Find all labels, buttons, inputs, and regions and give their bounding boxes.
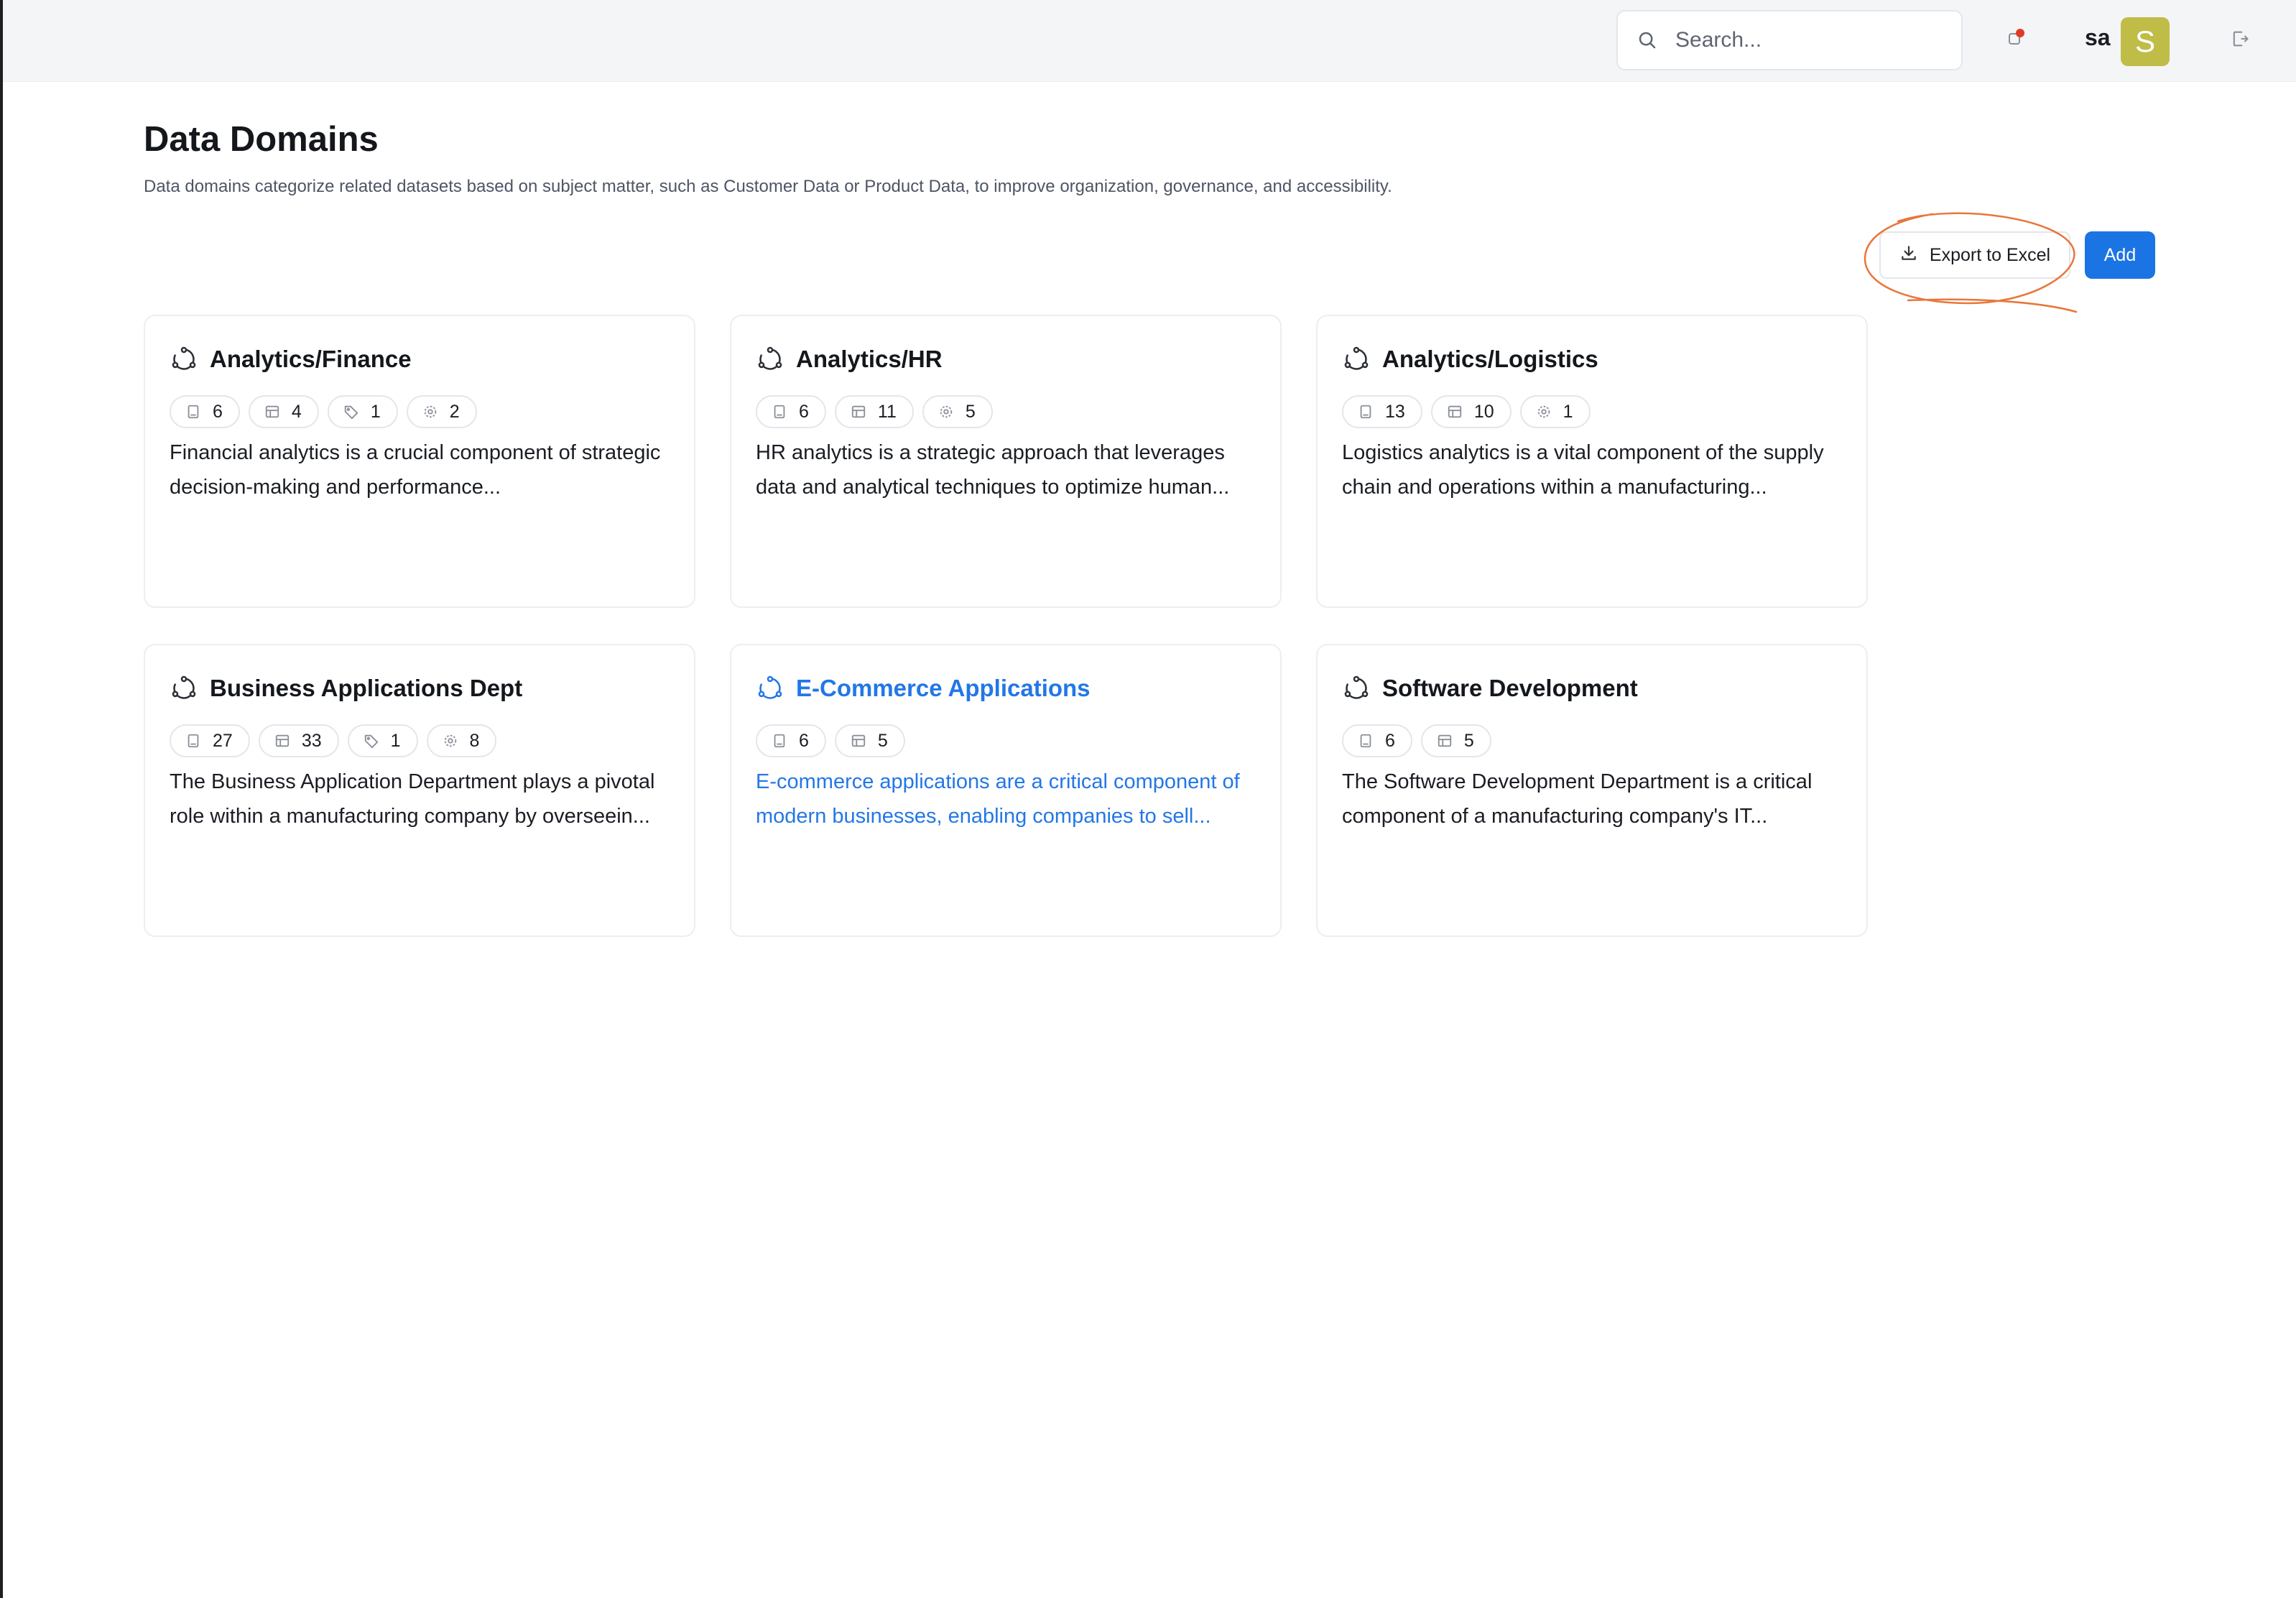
count-badge [1431, 395, 1512, 428]
badge-count: 5 [965, 401, 976, 422]
logout-icon [2230, 29, 2250, 52]
gear-icon [422, 404, 438, 420]
search-icon [1635, 28, 1659, 52]
card-description: Financial analytics is a crucial component of strategic decision-making and performance... [170, 441, 661, 499]
export-label: Export to Excel [1929, 244, 2051, 265]
badge-count: 13 [1385, 401, 1405, 422]
domain-card[interactable] [730, 644, 1282, 937]
card-header [756, 345, 943, 374]
domain-icon [1342, 345, 1371, 374]
card-description: E-commerce applications are a critical component of modern businesses, enabling companies to sell... [756, 770, 1240, 828]
add-label: Add [2103, 244, 2137, 265]
count-badge [1421, 724, 1491, 757]
badge-count: 27 [213, 730, 233, 751]
count-badge [328, 395, 398, 428]
badge-count: 5 [877, 730, 888, 751]
badge-count: 11 [877, 401, 897, 422]
add-button[interactable] [2085, 231, 2155, 279]
card-header [1342, 674, 1638, 703]
domain-icon [170, 674, 198, 703]
book-icon [1358, 404, 1374, 420]
badge-count: 2 [449, 401, 460, 422]
domain-card[interactable] [730, 315, 1282, 608]
card-title: Analytics/Logistics [1382, 346, 1598, 372]
badge-count: 6 [213, 401, 223, 422]
avatar[interactable] [2121, 17, 2170, 66]
domain-card[interactable] [1316, 315, 1868, 608]
book-icon [1358, 733, 1374, 749]
logout-button[interactable] [2227, 27, 2253, 53]
card-description: The Business Application Department plays a pivotal role within a manufacturing company by overseein... [170, 770, 655, 828]
user-initials: sa [2085, 24, 2111, 50]
badge-count: 33 [301, 730, 322, 751]
table-icon [1437, 733, 1453, 749]
domain-icon [170, 345, 198, 374]
book-icon [185, 733, 201, 749]
page-description: Data domains categorize related datasets based on subject matter, such as Customer Data or Product Data, to improve organization, governance, and accessibility. [144, 177, 1392, 196]
gear-icon [1536, 404, 1552, 420]
domain-card[interactable] [144, 315, 695, 608]
domain-icon [756, 674, 784, 703]
table-icon [1447, 404, 1463, 420]
notification-dot [2016, 29, 2024, 37]
top-bar [3, 0, 2296, 82]
card-title: Analytics/HR [796, 346, 943, 372]
book-icon [772, 733, 787, 749]
card-header [1342, 345, 1598, 374]
window-edge [0, 0, 3, 1598]
download-icon [1899, 244, 1918, 267]
count-badge [1342, 724, 1412, 757]
avatar-letter: S [2134, 24, 2155, 58]
count-badge [756, 395, 826, 428]
count-badge [407, 395, 477, 428]
card-header [170, 674, 522, 703]
card-title: E-Commerce Applications [796, 675, 1091, 701]
table-icon [264, 404, 280, 420]
count-badge [922, 395, 993, 428]
card-description: HR analytics is a strategic approach that leverages data and analytical techniques to optimize human... [756, 441, 1230, 499]
card-title: Software Development [1382, 675, 1638, 701]
book-icon [772, 404, 787, 420]
page-title: Data Domains [144, 120, 379, 159]
table-icon [851, 404, 866, 420]
card-badges [756, 724, 905, 757]
badge-count: 8 [469, 730, 480, 751]
count-badge [1520, 395, 1591, 428]
card-badges [1342, 395, 1591, 428]
card-badges [1342, 724, 1491, 757]
export-to-excel-button[interactable] [1879, 231, 2070, 279]
card-title: Business Applications Dept [210, 675, 523, 701]
count-badge [348, 724, 418, 757]
card-description: The Software Development Department is a critical component of a manufacturing company's IT... [1342, 770, 1813, 828]
badge-count: 4 [291, 401, 302, 422]
badge-count: 10 [1473, 401, 1494, 422]
card-badges [170, 724, 496, 757]
badge-count: 1 [1563, 401, 1573, 422]
count-badge [259, 724, 339, 757]
count-badge [170, 724, 250, 757]
badge-count: 1 [390, 730, 401, 751]
badge-count: 6 [799, 401, 809, 422]
count-badge [249, 395, 319, 428]
table-icon [274, 733, 290, 749]
book-icon [185, 404, 201, 420]
search-box[interactable] [1616, 10, 1963, 70]
card-badges [170, 395, 477, 428]
count-badge [835, 724, 905, 757]
table-icon [851, 733, 866, 749]
card-description: Logistics analytics is a vital component of the supply chain and operations within a manufacturing... [1342, 441, 1824, 499]
gear-icon [938, 404, 954, 420]
badge-count: 5 [1463, 730, 1474, 751]
gear-icon [443, 733, 458, 749]
card-header [170, 345, 412, 374]
count-badge [756, 724, 826, 757]
count-badge [835, 395, 914, 428]
tag-icon [364, 733, 379, 749]
domain-card[interactable] [144, 644, 695, 937]
domain-icon [756, 345, 784, 374]
domain-card[interactable] [1316, 644, 1868, 937]
search-input[interactable] [1675, 28, 1948, 52]
count-badge [1342, 395, 1422, 428]
card-header [756, 674, 1091, 703]
badge-count: 1 [370, 401, 381, 422]
badge-count: 6 [1385, 730, 1395, 751]
card-title: Analytics/Finance [210, 346, 412, 372]
notification-button[interactable] [2001, 27, 2027, 53]
count-badge [170, 395, 240, 428]
badge-count: 6 [799, 730, 809, 751]
card-badges [756, 395, 993, 428]
count-badge [427, 724, 497, 757]
domain-icon [1342, 674, 1371, 703]
tag-icon [343, 404, 359, 420]
